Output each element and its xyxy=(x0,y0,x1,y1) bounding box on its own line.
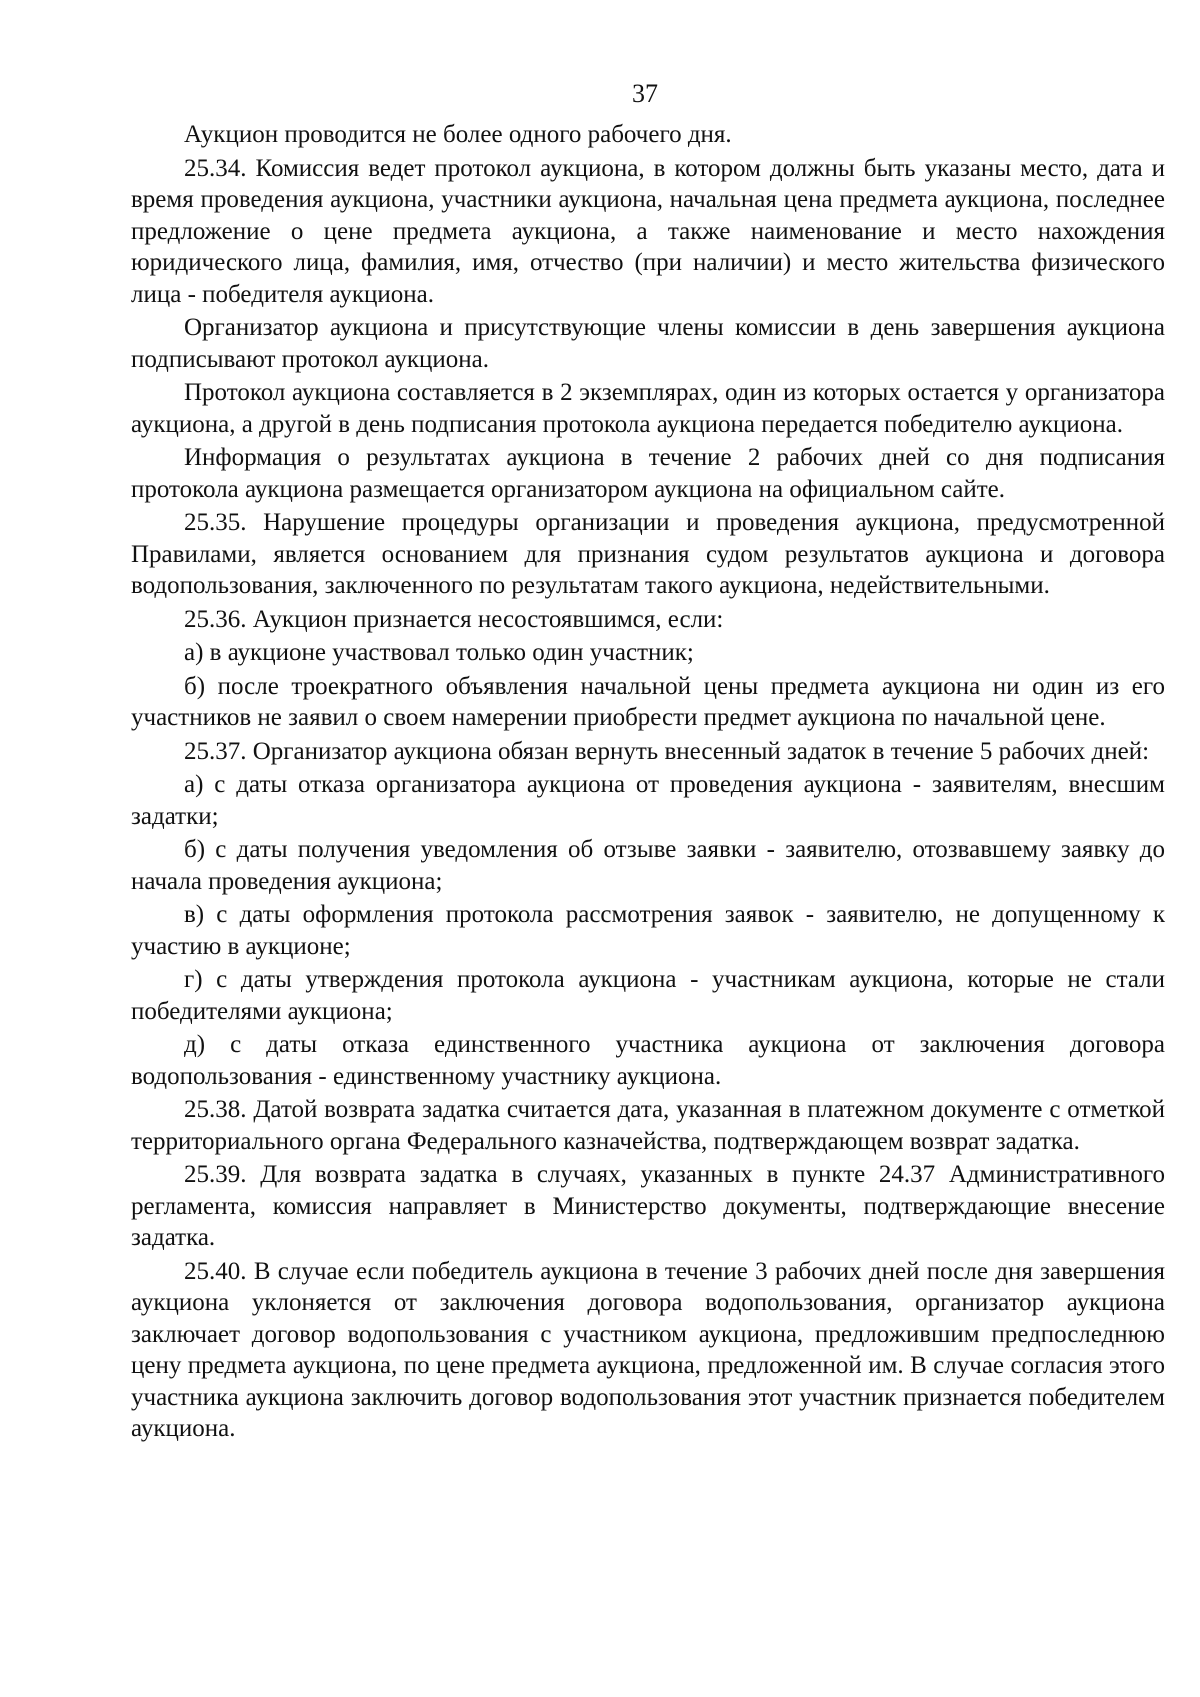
paragraph: б) с даты получения уведомления об отзыве заявки - заявителю, отозвавшему заявку до начала проведения аукциона; xyxy=(131,836,1165,895)
paragraph: 25.39. Для возврата задатка в случаях, указанных в пункте 24.37 Административного регламента, комиссия направляет в Министерство документы, подтверждающие внесение задатка. xyxy=(131,1161,1165,1251)
paragraph: 25.40. В случае если победитель аукциона в течение 3 рабочих дней после дня завершения аукциона уклоняется от заключения договора водопользования, организатор аукциона заключает договор водопользования с участником аукциона, предложившим предпоследнюю цену предмета аукциона, по цене предмета аукциона, предложенной им. В случае согласия этого участника аукциона заключить договор водопользования этот участник признается победителем аукциона. xyxy=(131,1257,1165,1442)
paragraph: г) с даты утверждения протокола аукциона - участникам аукциона, которые не стали победителями аукциона; xyxy=(131,966,1165,1025)
paragraph: д) с даты отказа единственного участника аукциона от заключения договора водопользования - единственному участнику аукциона. xyxy=(131,1031,1165,1090)
paragraph: а) с даты отказа организатора аукциона от проведения аукциона - заявителям, внесшим задатки; xyxy=(131,771,1165,830)
document-body xyxy=(131,119,1165,1447)
paragraph: 25.38. Датой возврата задатка считается дата, указанная в платежном документе с отметкой территориального органа Федерального казначейства, подтверждающем возврат задатка. xyxy=(131,1096,1165,1155)
paragraph: Организатор аукциона и присутствующие члены комиссии в день завершения аукциона подписывают протокол аукциона. xyxy=(131,314,1165,373)
paragraph: Протокол аукциона составляется в 2 экземплярах, один из которых остается у организатора аукциона, а другой в день подписания протокола аукциона передается победителю аукциона. xyxy=(131,379,1165,438)
paragraph: 25.34. Комиссия ведет протокол аукциона, в котором должны быть указаны место, дата и время проведения аукциона, участники аукциона, начальная цена предмета аукциона, последнее предложение о цене предмета аукциона, а также наименование и место нахождения юридического лица, фамилия, имя, отчество (при наличии) и место жительства физического лица - победителя аукциона. xyxy=(131,154,1165,308)
paragraph: Информация о результатах аукциона в течение 2 рабочих дней со дня подписания протокола аукциона размещается организатором аукциона на официальном сайте. xyxy=(131,444,1165,503)
paragraph: в) с даты оформления протокола рассмотрения заявок - заявителю, не допущенному к участию в аукционе; xyxy=(131,901,1165,960)
paragraph: 25.37. Организатор аукциона обязан вернуть внесенный задаток в течение 5 рабочих дней: xyxy=(184,737,1150,765)
paragraph: 25.35. Нарушение процедуры организации и проведения аукциона, предусмотренной Правилами, является основанием для признания судом результатов аукциона и договора водопользования, заключенного по результатам такого аукциона, недействительными. xyxy=(131,509,1165,599)
paragraph: а) в аукционе участвовал только один участник; xyxy=(184,639,694,666)
paragraph: б) после троекратного объявления начальной цены предмета аукциона ни один из его участников не заявил о своем намерении приобрести предмет аукциона по начальной цене. xyxy=(131,672,1165,731)
paragraph: Аукцион проводится не более одного рабочего дня. xyxy=(184,121,732,148)
paragraph: 25.36. Аукцион признается несостоявшимся, если: xyxy=(184,605,724,633)
page-number: 37 xyxy=(632,79,658,108)
